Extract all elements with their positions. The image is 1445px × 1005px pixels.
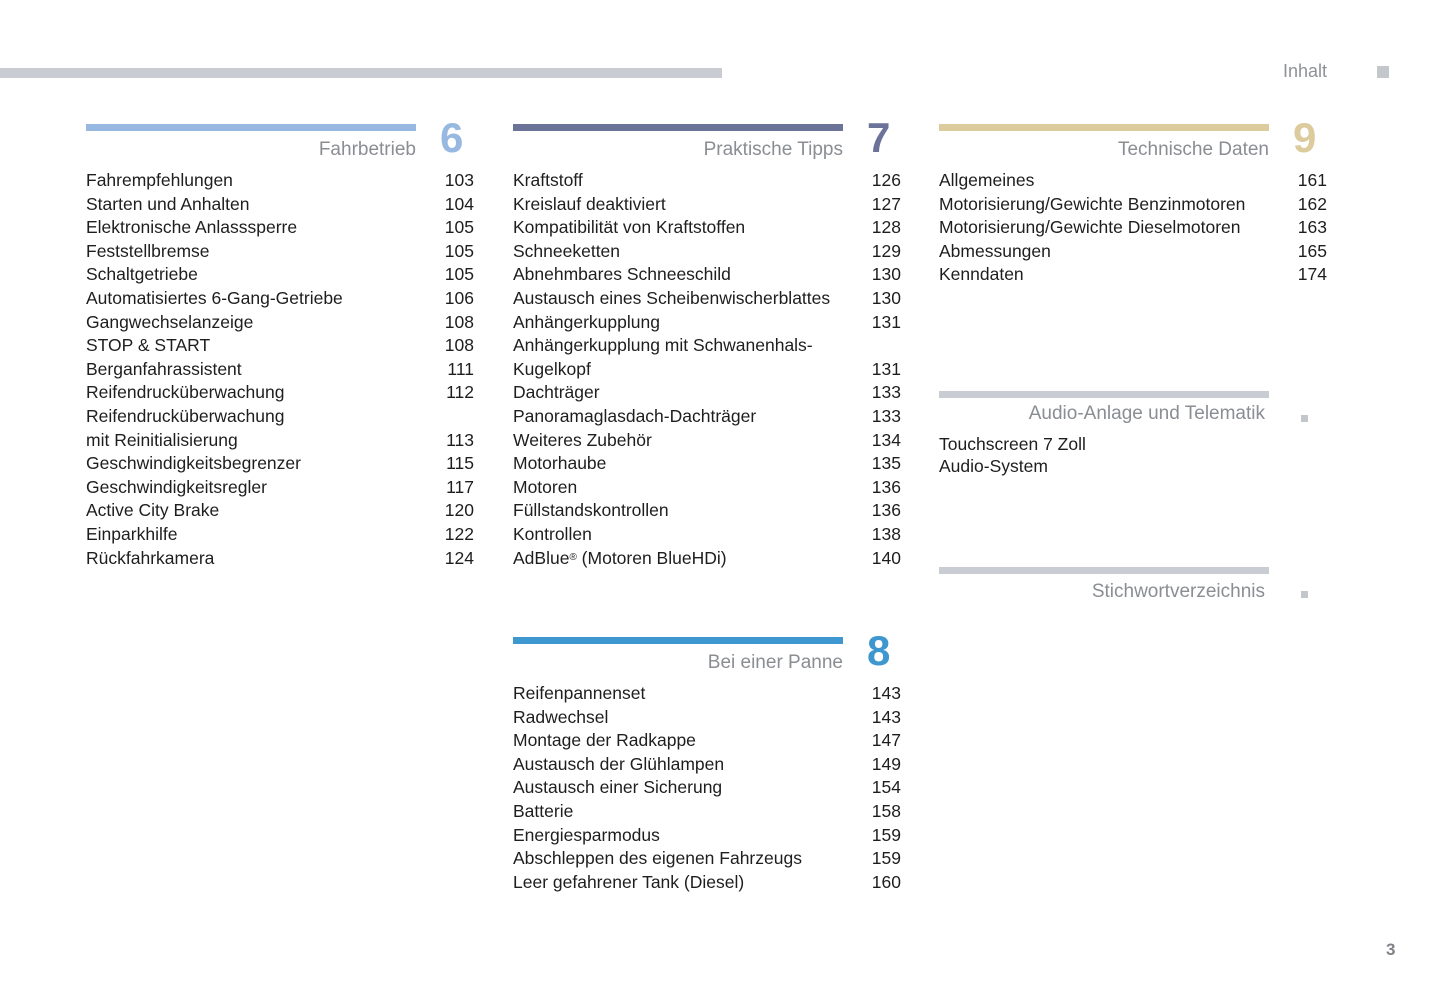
- entry-page: 120: [444, 500, 474, 521]
- toc-entry[interactable]: [513, 499, 903, 523]
- toc-entry[interactable]: [513, 429, 903, 453]
- entry-page: 134: [871, 429, 901, 450]
- entry-page: 130: [871, 287, 901, 308]
- entry-page: 147: [871, 730, 901, 751]
- entry-title: Abnehmbares Schneeschild: [513, 264, 731, 285]
- toc-entry[interactable]: [86, 547, 476, 571]
- entry-title: Elektronische Anlasssperre: [86, 217, 298, 238]
- entry-title: Schneeketten: [513, 240, 621, 261]
- header-label: Inhalt: [1283, 61, 1328, 81]
- entry-page: 138: [871, 523, 901, 544]
- entry-page: 159: [871, 824, 901, 845]
- entry-title: AdBlue® (Motoren BlueHDi): [513, 547, 727, 568]
- toc-entry[interactable]: [513, 706, 903, 730]
- entry-title: Feststellbremse: [86, 240, 210, 261]
- entry-title: STOP & START: [86, 335, 211, 356]
- entry-title: Anhängerkupplung: [513, 311, 660, 332]
- entry-title: Panoramaglasdach-Dachträger: [513, 405, 757, 426]
- toc-entry[interactable]: [86, 476, 476, 500]
- toc-entry[interactable]: [513, 682, 903, 706]
- toc-entry[interactable]: [939, 240, 1329, 264]
- toc-list: [513, 169, 903, 570]
- entry-page: 160: [871, 871, 901, 892]
- entry-page: 140: [871, 547, 901, 568]
- entry-title: Kreislauf deaktiviert: [513, 193, 666, 214]
- page-number: 3: [1386, 940, 1396, 959]
- toc-entry[interactable]: [513, 169, 903, 193]
- section-title[interactable]: Praktische Tipps: [703, 139, 843, 160]
- entry-page: 174: [1297, 264, 1327, 285]
- entry-page: 154: [871, 777, 901, 798]
- entry-title: Batterie: [513, 800, 574, 821]
- entry-page: 104: [444, 193, 474, 214]
- audio-list: [939, 433, 1086, 477]
- entry-page: 105: [444, 217, 474, 238]
- toc-entry[interactable]: [86, 452, 476, 476]
- toc-entry[interactable]: [513, 847, 903, 871]
- entry-page: 108: [444, 311, 474, 332]
- entry-title: Abmessungen: [939, 240, 1051, 261]
- section-number: 9: [1293, 114, 1317, 161]
- toc-list: [939, 169, 1329, 287]
- toc-entry[interactable]: [86, 216, 476, 240]
- entry-title: Geschwindigkeitsbegrenzer: [86, 453, 301, 474]
- toc-entry[interactable]: [939, 263, 1329, 287]
- entry-title: Anhängerkupplung mit Schwanenhals- Kugelkopf: [513, 335, 813, 379]
- list-item[interactable]: Audio-System: [939, 456, 1048, 476]
- toc-entry[interactable]: [86, 334, 476, 358]
- section-bar: [939, 124, 1269, 131]
- toc-entry[interactable]: [513, 871, 903, 895]
- section-bar: [86, 124, 416, 131]
- entry-page: 163: [1297, 217, 1327, 238]
- entry-title: Austausch einer Sicherung: [513, 777, 723, 798]
- section-title[interactable]: Technische Daten: [1117, 139, 1269, 160]
- entry-title: Austausch eines Scheibenwischerblattes: [513, 287, 831, 308]
- toc-entry[interactable]: [513, 547, 903, 571]
- entry-title: Weiteres Zubehör: [513, 429, 652, 450]
- toc-entry[interactable]: [513, 729, 903, 753]
- entry-title: Motorisierung/Gewichte Benzinmotoren: [939, 193, 1246, 214]
- toc-entry[interactable]: [513, 263, 903, 287]
- entry-page: 131: [871, 311, 901, 332]
- entry-page: 143: [871, 706, 901, 727]
- entry-page: 133: [871, 405, 901, 426]
- toc-entry[interactable]: [513, 476, 903, 500]
- toc-entry[interactable]: [513, 523, 903, 547]
- entry-title: Reifendrucküberwachung: [86, 382, 285, 403]
- entry-title: Schaltgetriebe: [86, 264, 198, 285]
- entry-page: 162: [1297, 193, 1327, 214]
- entry-title: Automatisiertes 6-Gang-Getriebe: [86, 287, 343, 308]
- toc-entry[interactable]: [86, 381, 476, 405]
- entry-title: Einparkhilfe: [86, 523, 178, 544]
- entry-page: 129: [871, 240, 901, 261]
- entry-title: Motoren: [513, 476, 578, 497]
- toc-entry[interactable]: [513, 800, 903, 824]
- toc-entry[interactable]: [513, 334, 903, 381]
- entry-title: Active City Brake: [86, 500, 220, 521]
- toc-entry[interactable]: [513, 193, 903, 217]
- entry-page: 149: [871, 753, 901, 774]
- entry-page: 115: [446, 453, 474, 474]
- entry-page: 126: [871, 170, 901, 190]
- section-bar: [513, 637, 843, 644]
- section-title[interactable]: Fahrbetrieb: [318, 139, 416, 160]
- entry-page: 131: [871, 358, 901, 379]
- toc-entry[interactable]: [939, 216, 1329, 240]
- toc-entry[interactable]: [86, 287, 476, 311]
- entry-title: Kenndaten: [939, 264, 1024, 285]
- entry-title: Leer gefahrener Tank (Diesel): [513, 871, 745, 892]
- section-bar: [513, 124, 843, 131]
- entry-title: Montage der Radkappe: [513, 730, 696, 751]
- entry-title: Starten und Anhalten: [86, 193, 250, 214]
- entry-page: 136: [871, 476, 901, 497]
- entry-title: Kompatibilität von Kraftstoffen: [513, 217, 746, 238]
- entry-page: 112: [446, 382, 474, 403]
- toc-entry[interactable]: [513, 216, 903, 240]
- registered-mark: ®: [569, 551, 577, 563]
- toc-entry[interactable]: [513, 240, 903, 264]
- entry-title: Motorisierung/Gewichte Dieselmotoren: [939, 217, 1241, 238]
- toc-entry[interactable]: [513, 824, 903, 848]
- entry-title: Reifendrucküberwachung mit Reinitialisierung: [86, 405, 285, 450]
- toc-list: [513, 682, 903, 894]
- section-number: 8: [867, 627, 891, 674]
- entry-page: 133: [871, 382, 901, 403]
- toc-entry[interactable]: [86, 358, 476, 382]
- entry-page: 136: [871, 500, 901, 521]
- entry-title: Fahrempfehlungen: [86, 170, 233, 190]
- toc-list: [86, 169, 476, 570]
- entry-title: Kontrollen: [513, 523, 592, 544]
- section-bar: [939, 567, 1269, 574]
- section-title[interactable]: Audio-Anlage und Telematik: [1028, 403, 1265, 424]
- toc-entry[interactable]: [86, 240, 476, 264]
- section-title[interactable]: Bei einer Panne: [707, 652, 843, 673]
- toc-entry[interactable]: [939, 193, 1329, 217]
- toc-entry[interactable]: [513, 381, 903, 405]
- toc-entry[interactable]: [86, 499, 476, 523]
- list-item[interactable]: Touchscreen 7 Zoll: [939, 434, 1086, 454]
- toc-entry[interactable]: [513, 287, 903, 311]
- entry-page: 159: [871, 848, 901, 869]
- toc-entry[interactable]: [86, 405, 476, 452]
- toc-entry[interactable]: [939, 169, 1329, 193]
- entry-page: 108: [444, 335, 474, 356]
- toc-entry[interactable]: [513, 452, 903, 476]
- entry-title: Reifenpannenset: [513, 683, 646, 703]
- entry-page: 124: [444, 547, 474, 568]
- section-bar: [939, 391, 1269, 398]
- entry-page: 105: [444, 264, 474, 285]
- entry-title: Berganfahrassistent: [86, 358, 242, 379]
- entry-page: 117: [446, 476, 474, 497]
- toc-entry[interactable]: [86, 523, 476, 547]
- toc-entry[interactable]: [513, 311, 903, 335]
- entry-page: 135: [871, 453, 901, 474]
- toc-entry[interactable]: [86, 193, 476, 217]
- toc-entry[interactable]: [86, 311, 476, 335]
- entry-page: 106: [444, 287, 474, 308]
- section-number: 7: [867, 114, 891, 161]
- entry-page: 103: [444, 170, 474, 190]
- section-marker-icon: [1301, 415, 1308, 422]
- entry-page: 161: [1297, 170, 1327, 190]
- entry-page: 130: [871, 264, 901, 285]
- toc-entry[interactable]: [86, 169, 476, 193]
- entry-title: Motorhaube: [513, 453, 607, 474]
- toc-entry[interactable]: [513, 753, 903, 777]
- section-marker-icon: [1301, 591, 1308, 598]
- entry-page: 128: [871, 217, 901, 238]
- header-bar: [0, 68, 722, 78]
- entry-title: Füllstandskontrollen: [513, 500, 669, 521]
- entry-title: Austausch der Glühlampen: [513, 753, 725, 774]
- entry-title: Energiesparmodus: [513, 824, 660, 845]
- entry-title: Dachträger: [513, 382, 600, 403]
- section-number: 6: [440, 114, 464, 161]
- entry-title: Allgemeines: [939, 170, 1035, 190]
- entry-title: Kraftstoff: [513, 170, 583, 190]
- entry-page: 105: [444, 240, 474, 261]
- entry-title: Geschwindigkeitsregler: [86, 476, 267, 497]
- toc-entry[interactable]: [86, 263, 476, 287]
- entry-title: Gangwechselanzeige: [86, 311, 254, 332]
- section-title[interactable]: Stichwortverzeichnis: [1091, 581, 1265, 602]
- toc-entry[interactable]: [513, 776, 903, 800]
- entry-page: 158: [871, 800, 901, 821]
- entry-page: 143: [871, 683, 901, 703]
- entry-page: 122: [444, 523, 474, 544]
- entry-page: 111: [447, 358, 474, 379]
- entry-page: 113: [446, 429, 474, 450]
- header-square-icon: [1377, 66, 1389, 78]
- entry-title: Radwechsel: [513, 706, 609, 727]
- entry-page: 127: [871, 193, 901, 214]
- toc-entry[interactable]: [513, 405, 903, 429]
- entry-title: Rückfahrkamera: [86, 547, 215, 568]
- entry-title: Abschleppen des eigenen Fahrzeugs: [513, 848, 802, 869]
- entry-page: 165: [1297, 240, 1327, 261]
